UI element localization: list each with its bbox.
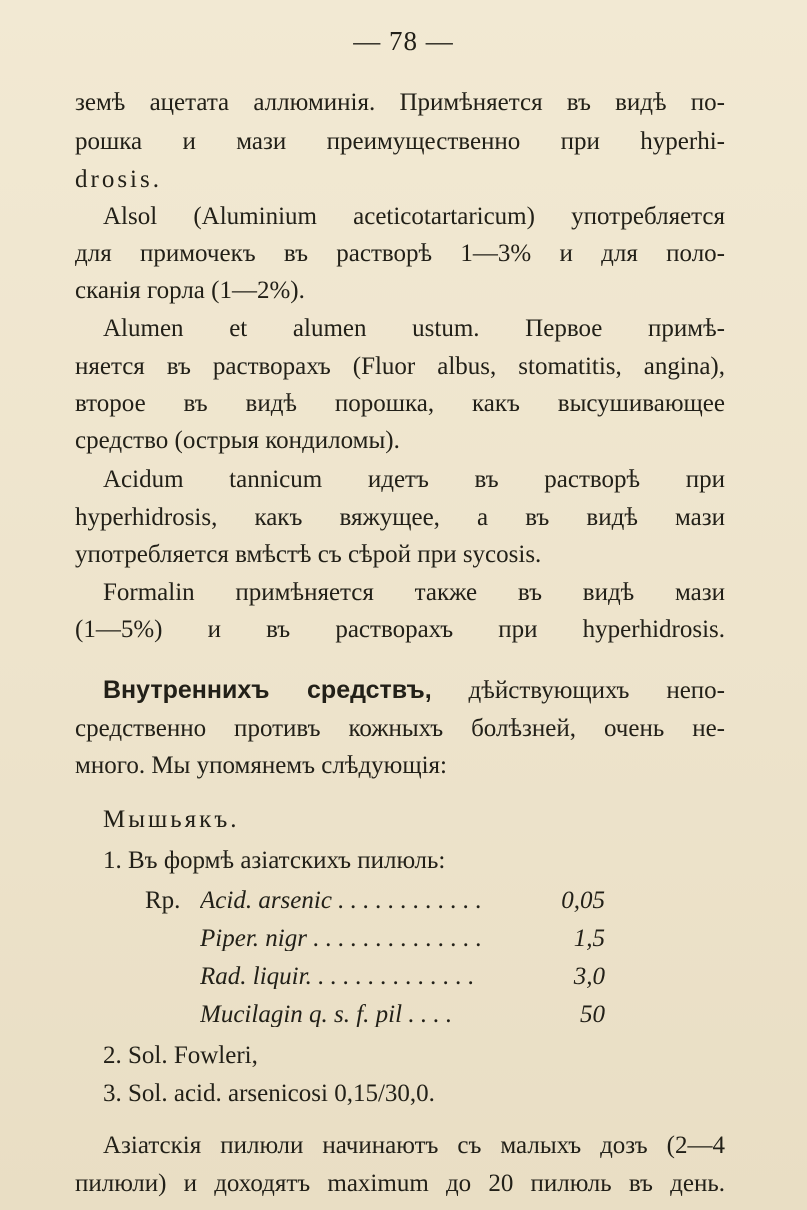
list-item: 1. Въ формѣ азіатскихъ пилюль: — [103, 847, 446, 874]
text-line: Alumen et alumen ustum. Первое примѣ- — [103, 315, 725, 342]
text-line: много. Мы упомянемъ слѣдующія: — [75, 752, 447, 779]
text-line: для примочекъ въ растворѣ 1—3% и для поло- — [75, 240, 725, 267]
text-line — [103, 678, 725, 703]
recipe-amount: 50 — [580, 1001, 605, 1028]
text-line: Alsol (Aluminium aceticotartaricum) употребляется — [103, 203, 725, 230]
list-item: 2. Sol. Fowleri, — [103, 1042, 258, 1069]
text-line: земѣ ацетата аллюминія. Примѣняется въ видѣ по- — [75, 89, 725, 116]
text-line: Formalin примѣняется также въ видѣ мази — [103, 579, 725, 606]
list-item: 3. Sol. acid. arsenicosi 0,15/30,0. — [103, 1080, 435, 1107]
recipe-ingredient: Rad. liquir. . . . . . . . . . . . . . — [200, 964, 475, 989]
recipe-ingredient: Piper. nigr . . . . . . . . . . . . . . — [200, 926, 482, 951]
recipe-ingredient: Mucilagin q. s. f. pil . . . . — [200, 1002, 453, 1027]
text-span: дѣйствующихъ непо- — [431, 677, 725, 704]
text-line: средственно противъ кожныхъ болѣзней, очень не- — [75, 715, 725, 742]
text-line: средство (острыя кондиломы). — [75, 427, 400, 454]
text-line: рошка и мази преимущественно при hyperhi- — [75, 128, 725, 155]
page-number: — 78 — — [353, 26, 454, 56]
recipe-amount: 0,05 — [561, 887, 605, 914]
recipe-ingredient: Acid. arsenic . . . . . . . . . . . . — [200, 888, 482, 913]
text-line: употребляется вмѣстѣ съ сѣрой при sycosis. — [75, 541, 542, 568]
text-line: няется въ растворахъ (Fluor albus, stomatitis, angina), — [75, 353, 725, 380]
text-line: сканія горла (1—2%). — [75, 277, 305, 304]
text-line: Acidum tannicum идетъ въ растворѣ при — [103, 466, 725, 493]
text-line: пилюли) и доходятъ maximum до 20 пилюль въ день. — [75, 1170, 725, 1197]
text-line: второе въ видѣ порошка, какъ высушивающее — [75, 390, 725, 417]
text-line: Азіатскія пилюли начинаютъ съ малыхъ дозъ (2—4 — [103, 1132, 725, 1159]
recipe-amount: 1,5 — [573, 925, 605, 952]
recipe-label: Rp. — [145, 887, 181, 914]
text-line: drosis. — [75, 166, 162, 193]
section-heading: Мышьякъ. — [103, 806, 240, 833]
bold-phrase: Внутреннихъ средствъ, — [103, 676, 432, 704]
text-line: (1—5%) и въ растворахъ при hyperhidrosis. — [75, 616, 725, 643]
text-line: hyperhidrosis, какъ вяжущее, а въ видѣ мази — [75, 504, 725, 531]
recipe-amount: 3,0 — [573, 963, 605, 990]
